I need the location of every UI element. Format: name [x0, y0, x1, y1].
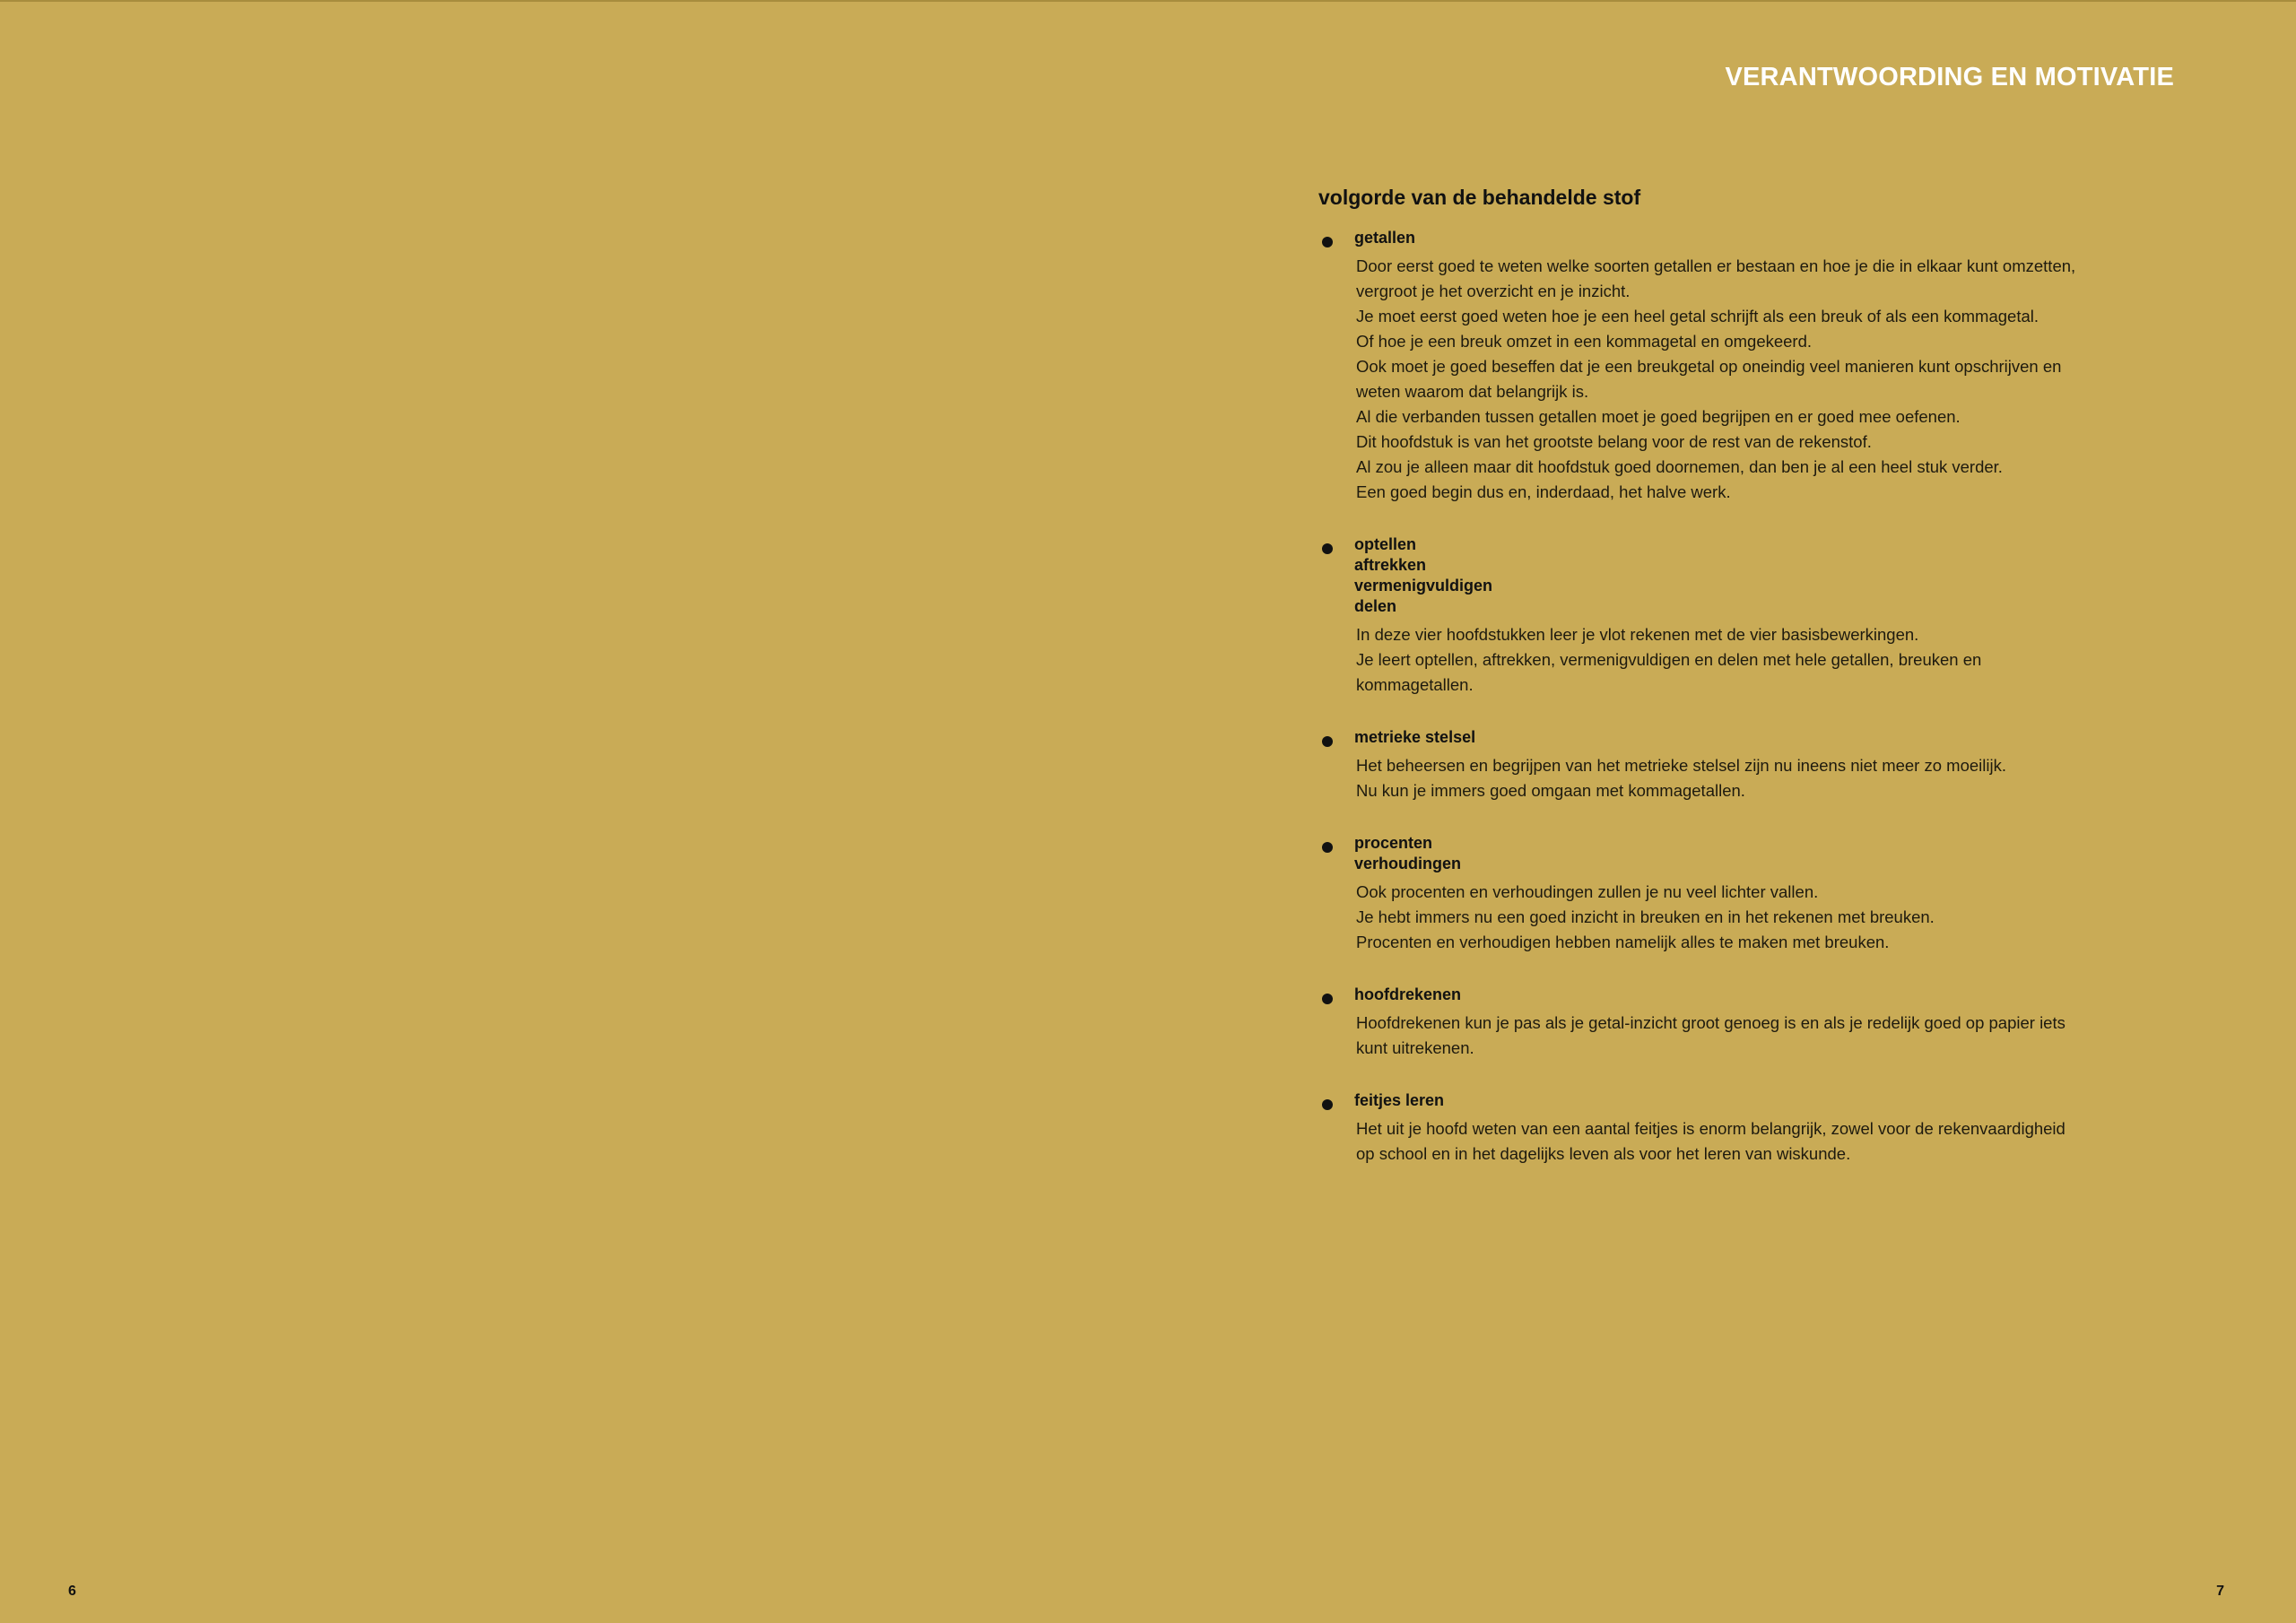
topic-body	[1356, 753, 2193, 803]
topic-body	[1356, 622, 2193, 698]
topic-body-line: Nu kun je immers goed omgaan met kommagetallen.	[1356, 781, 1745, 800]
bullet-icon	[1322, 237, 1333, 247]
topic-title: verhoudingen	[1354, 855, 1462, 872]
topic-body-line: Het uit je hoofd weten van een aantal feitjes is enorm belangrijk, zowel voor de rekenvaardigheid	[1356, 1119, 2066, 1138]
topic-title: feitjes leren	[1354, 1091, 1445, 1109]
topic-body-line: weten waarom dat belangrijk is.	[1356, 382, 1589, 401]
bullet-icon	[1322, 543, 1333, 554]
top-rule	[0, 0, 2296, 2]
topic-title: getallen	[1354, 229, 1416, 247]
topic-body-line: Ook procenten en verhoudingen zullen je nu veel lichter vallen.	[1356, 882, 1819, 901]
topic-title: aftrekken	[1354, 556, 1427, 574]
topic-body-line: Je leert optellen, aftrekken, vermenigvuldigen en delen met hele getallen, breuken en	[1356, 650, 1982, 669]
topic-item	[1318, 1090, 2193, 1167]
page-header-title: VERANTWOORDING EN MOTIVATIE	[1725, 63, 2174, 91]
topic-title: optellen	[1354, 535, 1417, 553]
topic-body	[1356, 1011, 2193, 1061]
topic-body	[1356, 254, 2193, 505]
topic-body-line: Door eerst goed te weten welke soorten getallen er bestaan en hoe je die in elkaar kunt omzetten,	[1356, 256, 2076, 275]
topic-body-line: Hoofdrekenen kun je pas als je getal-inzicht groot genoeg is en als je redelijk goed op papier iets	[1356, 1013, 2066, 1032]
topic-body-line: kunt uitrekenen.	[1356, 1038, 1474, 1057]
topic-body-line: Al die verbanden tussen getallen moet je goed begrijpen en er goed mee oefenen.	[1356, 407, 1961, 426]
topic-item	[1318, 534, 2193, 698]
topic-body-line: op school en in het dagelijks leven als voor het leren van wiskunde.	[1356, 1144, 1851, 1163]
topic-body-line: Je moet eerst goed weten hoe je een heel getal schrijft als een breuk of als een kommagetal.	[1356, 307, 2039, 325]
topic-titles	[1354, 228, 2193, 248]
topic-titles	[1354, 727, 2193, 748]
topic-title: delen	[1354, 597, 1397, 615]
topic-title: metrieke stelsel	[1354, 728, 1476, 746]
topic-body-line: Al zou je alleen maar dit hoofdstuk goed doornemen, dan ben je al een heel stuk verder.	[1356, 457, 2003, 476]
topic-body-line: Het beheersen en begrijpen van het metrieke stelsel zijn nu ineens niet meer zo moeilijk.	[1356, 756, 2006, 775]
section-title: volgorde van de behandelde stof	[1318, 186, 1641, 209]
topic-body-line: kommagetallen.	[1356, 675, 1474, 694]
topic-body	[1356, 880, 2193, 955]
topic-body-line: Dit hoofdstuk is van het grootste belang voor de rest van de rekenstof.	[1356, 432, 1872, 451]
topic-item	[1318, 985, 2193, 1061]
topic-body-line: Een goed begin dus en, inderdaad, het halve werk.	[1356, 482, 1731, 501]
topic-item	[1318, 228, 2193, 505]
topic-body-line: In deze vier hoofdstukken leer je vlot rekenen met de vier basisbewerkingen.	[1356, 625, 1919, 644]
bullet-icon	[1322, 842, 1333, 853]
topic-titles	[1354, 833, 2193, 874]
bullet-icon	[1322, 994, 1333, 1004]
topic-item	[1318, 833, 2193, 955]
topic-body	[1356, 1116, 2193, 1167]
topic-title: hoofdrekenen	[1354, 985, 1462, 1003]
topic-list	[1318, 228, 2193, 1167]
bullet-icon	[1322, 736, 1333, 747]
topic-title: vermenigvuldigen	[1354, 577, 1493, 595]
topic-body-line: vergroot je het overzicht en je inzicht.	[1356, 282, 1631, 300]
bullet-icon	[1322, 1099, 1333, 1110]
topic-body-line: Procenten en verhoudigen hebben namelijk alles te maken met breuken.	[1356, 933, 1890, 951]
topic-item	[1318, 727, 2193, 803]
topic-titles	[1354, 985, 2193, 1005]
topic-title: procenten	[1354, 834, 1433, 852]
topic-body-line: Ook moet je goed beseffen dat je een breukgetal op oneindig veel manieren kunt opschrijven en	[1356, 357, 2062, 376]
topic-titles	[1354, 1090, 2193, 1111]
page-number-left: 6	[68, 1584, 76, 1599]
topic-body-line: Je hebt immers nu een goed inzicht in breuken en in het rekenen met breuken.	[1356, 907, 1935, 926]
topic-body-line: Of hoe je een breuk omzet in een kommagetal en omgekeerd.	[1356, 332, 1813, 351]
topic-titles	[1354, 534, 2193, 617]
content-column	[1318, 183, 2193, 1196]
page-number-right: 7	[2216, 1584, 2224, 1599]
